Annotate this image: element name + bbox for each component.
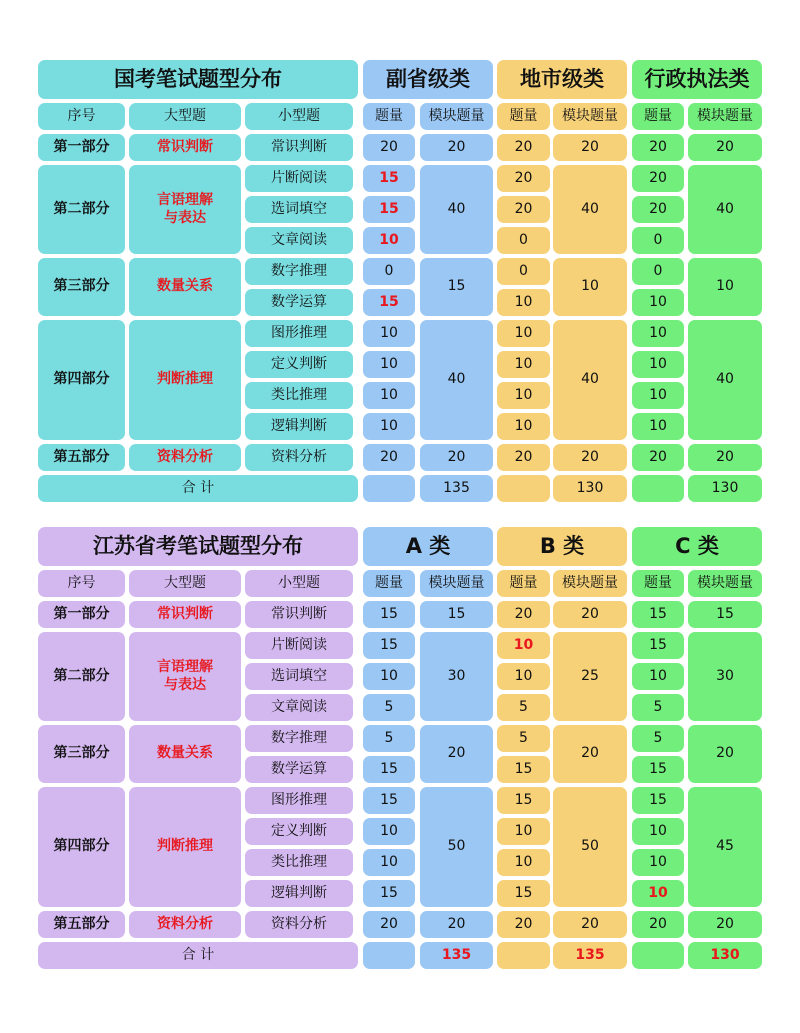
minor-question-type: 文章阅读 (245, 227, 353, 254)
question-count: 0 (363, 258, 415, 285)
question-count: 5 (363, 725, 415, 752)
column-header: 大型题 (129, 570, 241, 597)
question-count: 20 (363, 444, 415, 471)
total-empty-cell (497, 475, 550, 502)
module-count: 20 (688, 444, 762, 471)
minor-question-type: 资料分析 (245, 444, 353, 471)
minor-question-type: 数学运算 (245, 756, 353, 783)
column-header: 模块题量 (553, 570, 627, 597)
major-question-type: 资料分析 (129, 911, 241, 938)
module-count: 15 (420, 601, 493, 628)
category-header: 地市级类 (497, 60, 627, 99)
minor-question-type: 数学运算 (245, 289, 353, 316)
module-count: 20 (688, 134, 762, 161)
part-number: 第一部分 (38, 134, 125, 161)
module-count: 15 (420, 258, 493, 316)
question-count: 20 (632, 196, 684, 223)
minor-question-type: 类比推理 (245, 382, 353, 409)
module-count: 20 (420, 444, 493, 471)
category-header: A 类 (363, 527, 493, 566)
total-empty-cell (632, 942, 684, 969)
question-count: 20 (497, 911, 550, 938)
part-number: 第二部分 (38, 632, 125, 721)
column-header: 序号 (38, 570, 125, 597)
question-count: 15 (363, 601, 415, 628)
question-count: 0 (632, 227, 684, 254)
question-count: 10 (632, 818, 684, 845)
column-header: 题量 (497, 570, 550, 597)
part-number: 第一部分 (38, 601, 125, 628)
minor-question-type: 数字推理 (245, 258, 353, 285)
question-count: 10 (497, 413, 550, 440)
question-count: 10 (363, 320, 415, 347)
minor-question-type: 逻辑判断 (245, 880, 353, 907)
module-count: 20 (553, 134, 627, 161)
question-count: 5 (363, 694, 415, 721)
module-count: 20 (553, 601, 627, 628)
question-count: 15 (497, 880, 550, 907)
total-label: 合 计 (38, 942, 358, 969)
question-count: 15 (363, 756, 415, 783)
minor-question-type: 类比推理 (245, 849, 353, 876)
question-count: 10 (497, 382, 550, 409)
question-count: 10 (363, 849, 415, 876)
minor-question-type: 常识判断 (245, 134, 353, 161)
question-count: 20 (497, 444, 550, 471)
question-count: 0 (632, 258, 684, 285)
question-count: 10 (497, 818, 550, 845)
module-count: 50 (420, 787, 493, 907)
module-count: 20 (553, 444, 627, 471)
column-header: 序号 (38, 103, 125, 130)
minor-question-type: 图形推理 (245, 787, 353, 814)
question-count: 10 (632, 849, 684, 876)
module-count: 40 (688, 320, 762, 440)
column-header: 小型题 (245, 570, 353, 597)
module-count: 20 (553, 725, 627, 783)
part-number: 第四部分 (38, 787, 125, 907)
total-label: 合 计 (38, 475, 358, 502)
total-empty-cell (363, 475, 415, 502)
total-empty-cell (497, 942, 550, 969)
question-count: 0 (497, 258, 550, 285)
total-empty-cell (632, 475, 684, 502)
total-count: 130 (553, 475, 627, 502)
column-header: 模块题量 (553, 103, 627, 130)
minor-question-type: 文章阅读 (245, 694, 353, 721)
question-count: 10 (497, 289, 550, 316)
question-count: 15 (632, 756, 684, 783)
question-count: 15 (632, 601, 684, 628)
major-question-type: 数量关系 (129, 725, 241, 783)
question-count: 15 (632, 632, 684, 659)
part-number: 第三部分 (38, 725, 125, 783)
major-question-type: 判断推理 (129, 320, 241, 440)
question-count: 10 (363, 663, 415, 690)
question-count: 20 (363, 911, 415, 938)
part-number: 第二部分 (38, 165, 125, 254)
minor-question-type: 数字推理 (245, 725, 353, 752)
question-count: 15 (363, 289, 415, 316)
question-count: 15 (632, 787, 684, 814)
column-header: 题量 (363, 103, 415, 130)
module-count: 25 (553, 632, 627, 721)
question-count: 10 (497, 320, 550, 347)
question-count: 20 (363, 134, 415, 161)
module-count: 20 (420, 911, 493, 938)
minor-question-type: 定义判断 (245, 351, 353, 378)
question-count: 15 (363, 880, 415, 907)
total-count: 130 (688, 475, 762, 502)
question-count: 5 (632, 725, 684, 752)
column-header: 题量 (632, 103, 684, 130)
part-number: 第五部分 (38, 444, 125, 471)
category-header: 行政执法类 (632, 60, 762, 99)
section-title: 江苏省考笔试题型分布 (38, 527, 358, 566)
question-count: 10 (632, 351, 684, 378)
question-count: 20 (632, 911, 684, 938)
module-count: 40 (553, 165, 627, 254)
major-question-type: 数量关系 (129, 258, 241, 316)
module-count: 20 (688, 911, 762, 938)
question-count: 10 (363, 351, 415, 378)
total-count: 135 (420, 942, 493, 969)
major-question-type: 言语理解 与表达 (129, 632, 241, 721)
question-count: 5 (632, 694, 684, 721)
part-number: 第五部分 (38, 911, 125, 938)
column-header: 小型题 (245, 103, 353, 130)
module-count: 45 (688, 787, 762, 907)
question-count: 10 (363, 413, 415, 440)
major-question-type: 常识判断 (129, 134, 241, 161)
module-count: 40 (420, 165, 493, 254)
module-count: 40 (553, 320, 627, 440)
question-count: 10 (363, 818, 415, 845)
section-title: 国考笔试题型分布 (38, 60, 358, 99)
column-header: 模块题量 (420, 103, 493, 130)
module-count: 40 (420, 320, 493, 440)
question-count: 10 (632, 382, 684, 409)
total-count: 135 (553, 942, 627, 969)
major-question-type: 判断推理 (129, 787, 241, 907)
question-count: 0 (497, 227, 550, 254)
question-count: 20 (497, 165, 550, 192)
part-number: 第四部分 (38, 320, 125, 440)
question-count: 10 (363, 227, 415, 254)
question-count: 5 (497, 694, 550, 721)
question-count: 10 (363, 382, 415, 409)
question-count: 5 (497, 725, 550, 752)
major-question-type: 资料分析 (129, 444, 241, 471)
question-count: 10 (632, 320, 684, 347)
minor-question-type: 常识判断 (245, 601, 353, 628)
question-count: 15 (497, 787, 550, 814)
module-count: 20 (420, 725, 493, 783)
question-count: 10 (632, 289, 684, 316)
module-count: 15 (688, 601, 762, 628)
column-header: 模块题量 (688, 570, 762, 597)
question-count: 10 (632, 880, 684, 907)
total-count: 130 (688, 942, 762, 969)
question-count: 15 (363, 165, 415, 192)
question-count: 10 (497, 632, 550, 659)
major-question-type: 常识判断 (129, 601, 241, 628)
question-count: 15 (497, 756, 550, 783)
question-count: 20 (497, 601, 550, 628)
module-count: 20 (420, 134, 493, 161)
minor-question-type: 定义判断 (245, 818, 353, 845)
column-header: 模块题量 (688, 103, 762, 130)
minor-question-type: 片断阅读 (245, 632, 353, 659)
question-count: 20 (632, 444, 684, 471)
category-header: 副省级类 (363, 60, 493, 99)
column-header: 大型题 (129, 103, 241, 130)
total-count: 135 (420, 475, 493, 502)
minor-question-type: 逻辑判断 (245, 413, 353, 440)
module-count: 10 (688, 258, 762, 316)
module-count: 10 (553, 258, 627, 316)
part-number: 第三部分 (38, 258, 125, 316)
question-count: 20 (497, 134, 550, 161)
minor-question-type: 图形推理 (245, 320, 353, 347)
minor-question-type: 选词填空 (245, 663, 353, 690)
question-count: 20 (632, 134, 684, 161)
question-count: 15 (363, 196, 415, 223)
module-count: 30 (688, 632, 762, 721)
question-count: 15 (363, 787, 415, 814)
category-header: C 类 (632, 527, 762, 566)
category-header: B 类 (497, 527, 627, 566)
question-count: 20 (497, 196, 550, 223)
question-count: 10 (497, 351, 550, 378)
minor-question-type: 选词填空 (245, 196, 353, 223)
total-empty-cell (363, 942, 415, 969)
column-header: 题量 (363, 570, 415, 597)
minor-question-type: 资料分析 (245, 911, 353, 938)
module-count: 20 (688, 725, 762, 783)
module-count: 30 (420, 632, 493, 721)
question-count: 20 (632, 165, 684, 192)
module-count: 40 (688, 165, 762, 254)
column-header: 题量 (497, 103, 550, 130)
column-header: 题量 (632, 570, 684, 597)
question-count: 10 (497, 849, 550, 876)
major-question-type: 言语理解 与表达 (129, 165, 241, 254)
column-header: 模块题量 (420, 570, 493, 597)
question-count: 10 (632, 413, 684, 440)
minor-question-type: 片断阅读 (245, 165, 353, 192)
question-count: 15 (363, 632, 415, 659)
module-count: 50 (553, 787, 627, 907)
question-count: 10 (497, 663, 550, 690)
module-count: 20 (553, 911, 627, 938)
question-count: 10 (632, 663, 684, 690)
